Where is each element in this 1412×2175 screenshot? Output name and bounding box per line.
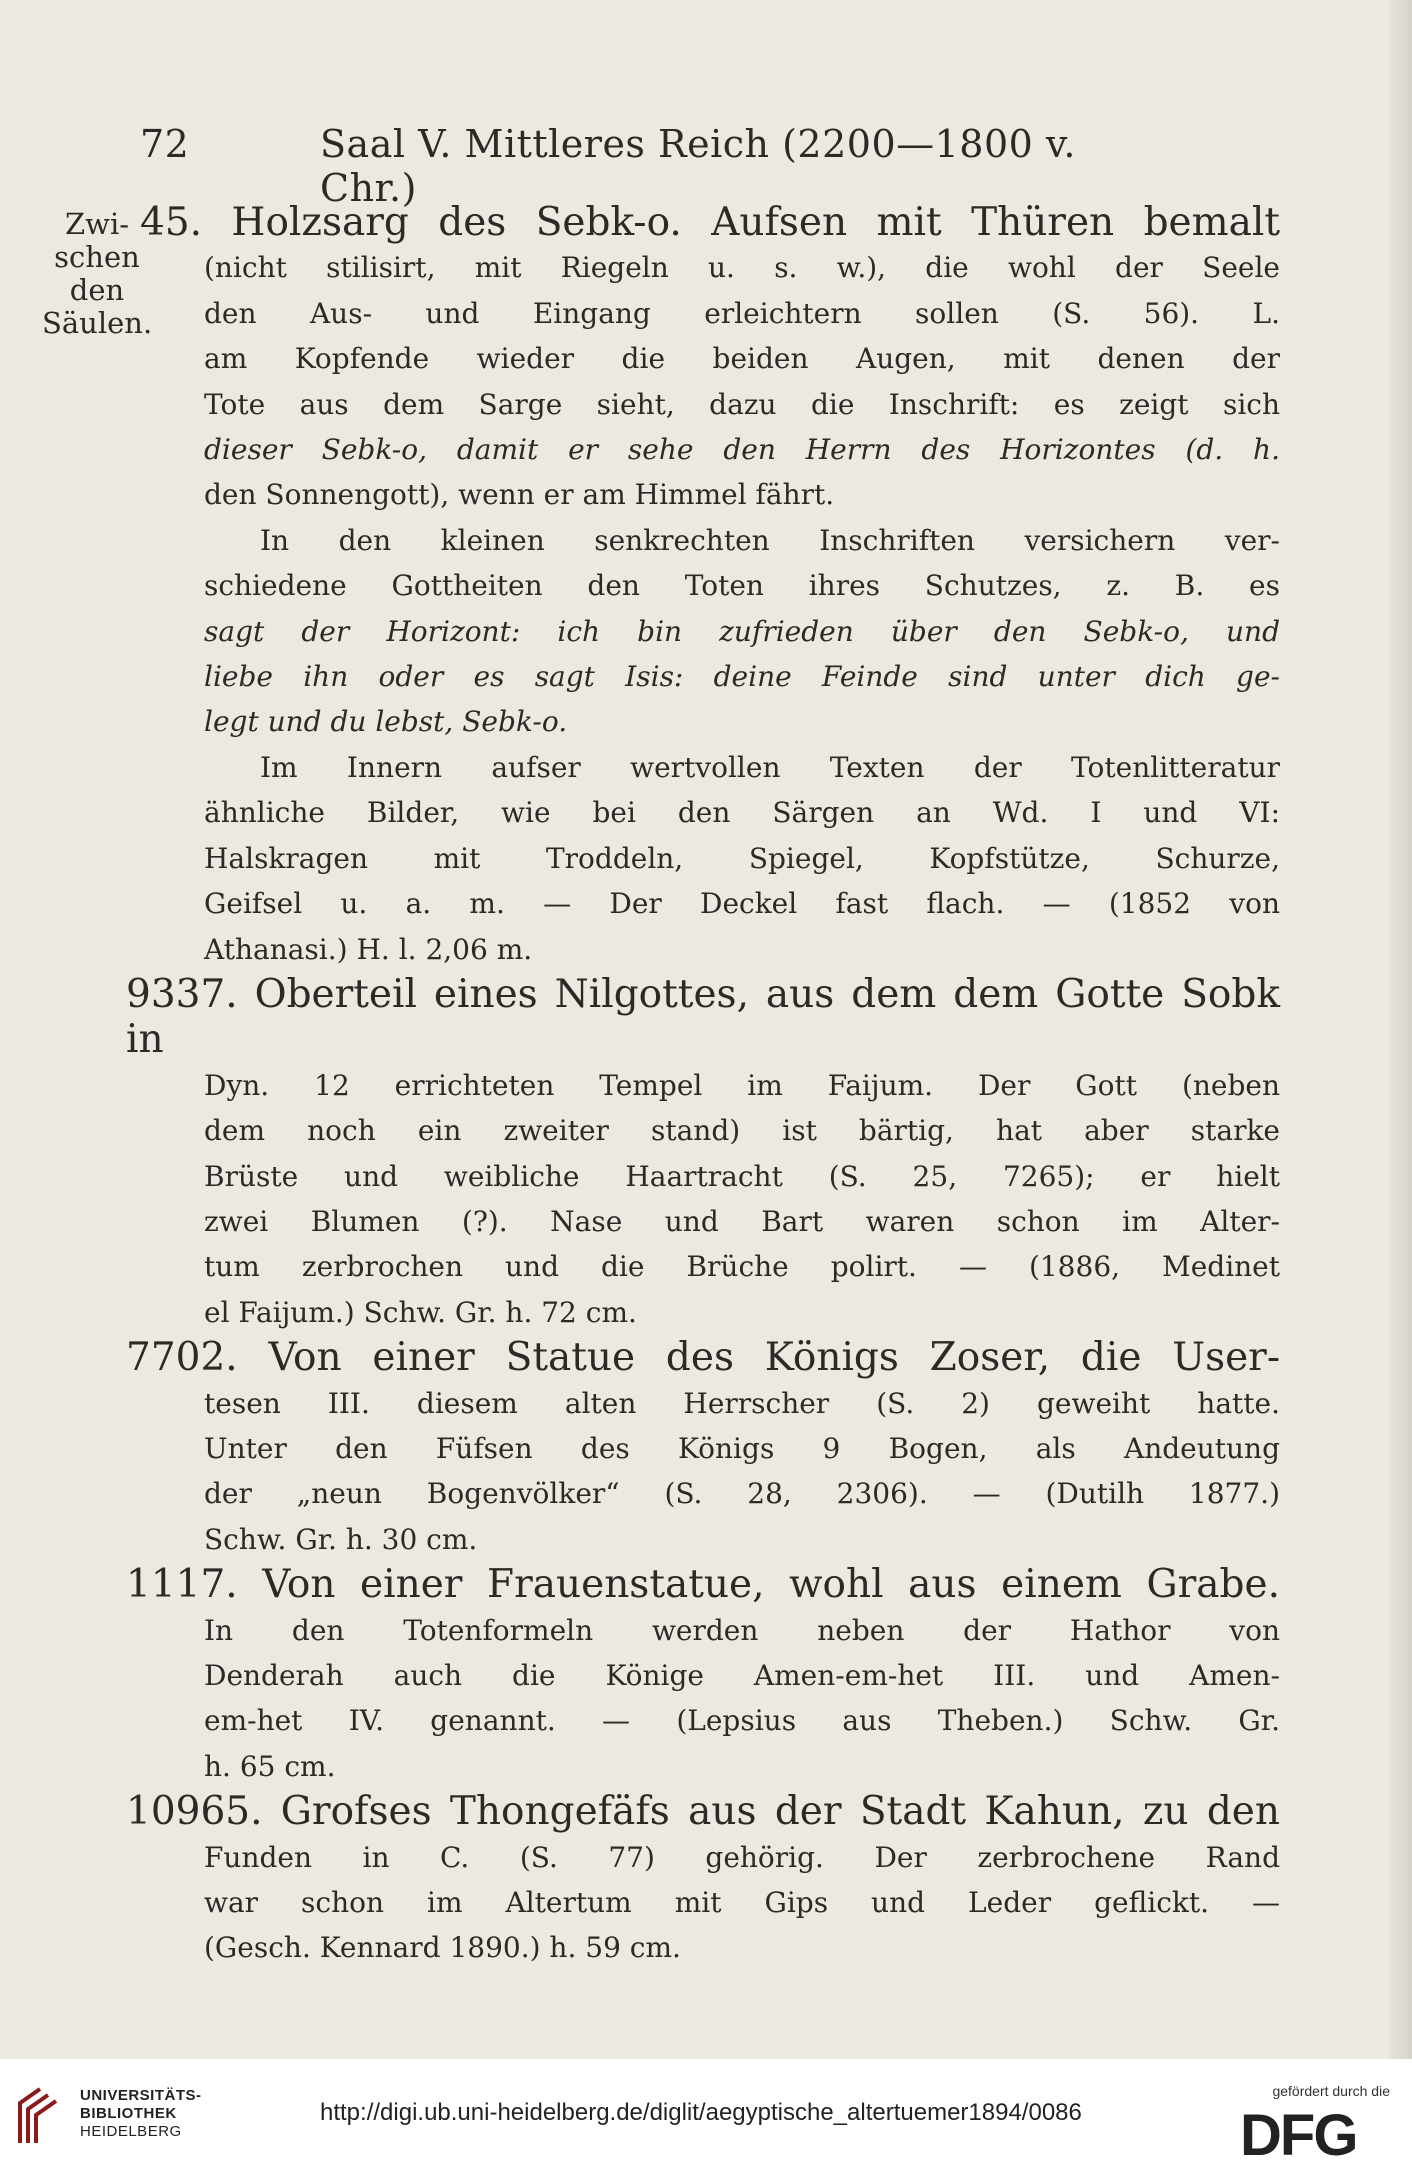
text-line: dieser Sebk-o, damit er sehe den Herrn des Horizontes (d. h. xyxy=(204,433,1280,467)
library-logo-icon xyxy=(14,2083,70,2149)
text-line: Athanasi.) H. l. 2,06 m. xyxy=(204,932,533,966)
text-line: Schw. Gr. h. 30 cm. xyxy=(204,1522,478,1556)
text-line: der „neun Bogenvölker“ (S. 28, 2306). — (Dutilh 1877.) xyxy=(204,1477,1280,1511)
text-line: tesen III. diesem alten Herrscher (S. 2) geweiht hatte. xyxy=(204,1386,1280,1420)
text-line: In den Totenformeln werden neben der Hathor von xyxy=(204,1613,1280,1647)
paragraph-inscriptions xyxy=(140,518,1280,745)
text-line: 10965. Grofses Thongefäfs aus der Stadt Kahun, zu den xyxy=(126,1789,1280,1835)
funding-label: gefördert durch die xyxy=(1272,2083,1390,2099)
text-line: (Gesch. Kennard 1890.) h. 59 cm. xyxy=(204,1931,681,1965)
text-line: 45. Holzsarg des Sebk-o. Aufsen mit Thüren bemalt xyxy=(140,200,1280,245)
text-line: den Sonnengott), wenn er am Himmel fährt. xyxy=(204,478,835,512)
text-line: zwei Blumen (?). Nase und Bart waren schon im Alter- xyxy=(204,1204,1280,1238)
margin-note-line: Zwi- xyxy=(64,207,130,241)
text-line: Denderah auch die Könige Amen-em-het III. und Amen- xyxy=(204,1659,1280,1692)
text-line: war schon im Altertum mit Gips und Leder geflickt. — xyxy=(204,1886,1280,1920)
text-line: Funden in C. (S. 77) gehörig. Der zerbrochene Rand xyxy=(204,1840,1280,1874)
entry-45 xyxy=(140,200,1280,518)
text-line: (nicht stilisirt, mit Riegeln u. s. w.), die wohl der Seele xyxy=(204,251,1280,285)
text-line: In den kleinen senkrechten Inschriften versichern ver- xyxy=(260,523,1280,557)
text-line: legt und du lebst, Sebk-o. xyxy=(204,705,568,739)
entry-9337 xyxy=(126,971,1280,1335)
text-line: Tote aus dem Sarge sieht, dazu die Inschrift: es zeigt sich xyxy=(204,387,1280,421)
text-line: Halskragen mit Troddeln, Spiegel, Kopfstütze, Schurze, xyxy=(204,841,1280,875)
text-line: Dyn. 12 errichteten Tempel im Faijum. Der Gott (neben xyxy=(204,1068,1280,1102)
text-line: el Faijum.) Schw. Gr. h. 72 cm. xyxy=(204,1295,637,1329)
text-line: 9337. Oberteil eines Nilgottes, aus dem dem Gotte Sobk in xyxy=(126,971,1280,1063)
text-line: sagt der Horizont: ich bin zufrieden über den Sebk-o, und xyxy=(204,614,1280,648)
text-line: Unter den Füfsen des Königs 9 Bogen, als Andeutung xyxy=(204,1431,1280,1465)
library-name: UNIVERSITÄTS- BIBLIOTHEK HEIDELBERG xyxy=(80,2087,202,2140)
margin-note-line: Säulen. xyxy=(42,306,153,340)
margin-note-line: den xyxy=(69,273,125,307)
text-line: em-het IV. genannt. — (Lepsius aus Theben.) Schw. Gr. xyxy=(204,1704,1280,1738)
text-line: den Aus- und Eingang erleichtern sollen (S. 56). L. xyxy=(204,296,1280,330)
text-line: Brüste und weibliche Haartracht (S. 25, 7265); er hielt xyxy=(204,1159,1280,1193)
text-line: Geifsel u. a. m. — Der Deckel fast flach. — (1852 von xyxy=(204,887,1280,921)
entry-10965 xyxy=(126,1789,1280,1971)
margin-note-line: schen xyxy=(54,240,140,274)
paragraph-interior xyxy=(140,745,1280,972)
body-text xyxy=(126,200,1280,1971)
text-line: schiedene Gottheiten den Toten ihres Schutzes, z. B. es xyxy=(204,569,1280,603)
running-title: Saal V. Mittleres Reich (2200—1800 v. Chr.) xyxy=(320,122,1076,210)
dfg-logo-icon xyxy=(1240,2105,1390,2161)
text-line: liebe ihn oder es sagt Isis: deine Feinde sind unter dich ge- xyxy=(204,660,1280,694)
source-url-link[interactable]: http://digi.ub.uni-heidelberg.de/diglit/aegyptische_altertuemer1894/0086 xyxy=(320,2099,1082,2126)
text-line: 1117. Von einer Frauenstatue, wohl aus einem Grabe. xyxy=(126,1562,1280,1608)
digitization-footer xyxy=(0,2059,1412,2175)
text-line: am Kopfende wieder die beiden Augen, mit denen der xyxy=(204,342,1280,376)
text-line: 7702. Von einer Statue des Königs Zoser, die User- xyxy=(126,1335,1280,1381)
text-line: dem noch ein zweiter stand) ist bärtig, hat aber starke xyxy=(204,1114,1280,1148)
entry-7702 xyxy=(126,1335,1280,1562)
text-line: Im Innern aufser wertvollen Texten der Totenlitteratur xyxy=(260,750,1280,784)
text-line: ähnliche Bilder, wie bei den Särgen an Wd. I und VI: xyxy=(204,796,1280,830)
page-number: 72 xyxy=(140,122,190,166)
text-line: tum zerbrochen und die Brüche polirt. — (1886, Medinet xyxy=(204,1250,1280,1284)
text-line: h. 65 cm. xyxy=(204,1749,336,1783)
margin-note xyxy=(42,208,152,340)
dfg-logo-text: DFG xyxy=(1240,2105,1357,2161)
entry-1117 xyxy=(126,1562,1280,1789)
